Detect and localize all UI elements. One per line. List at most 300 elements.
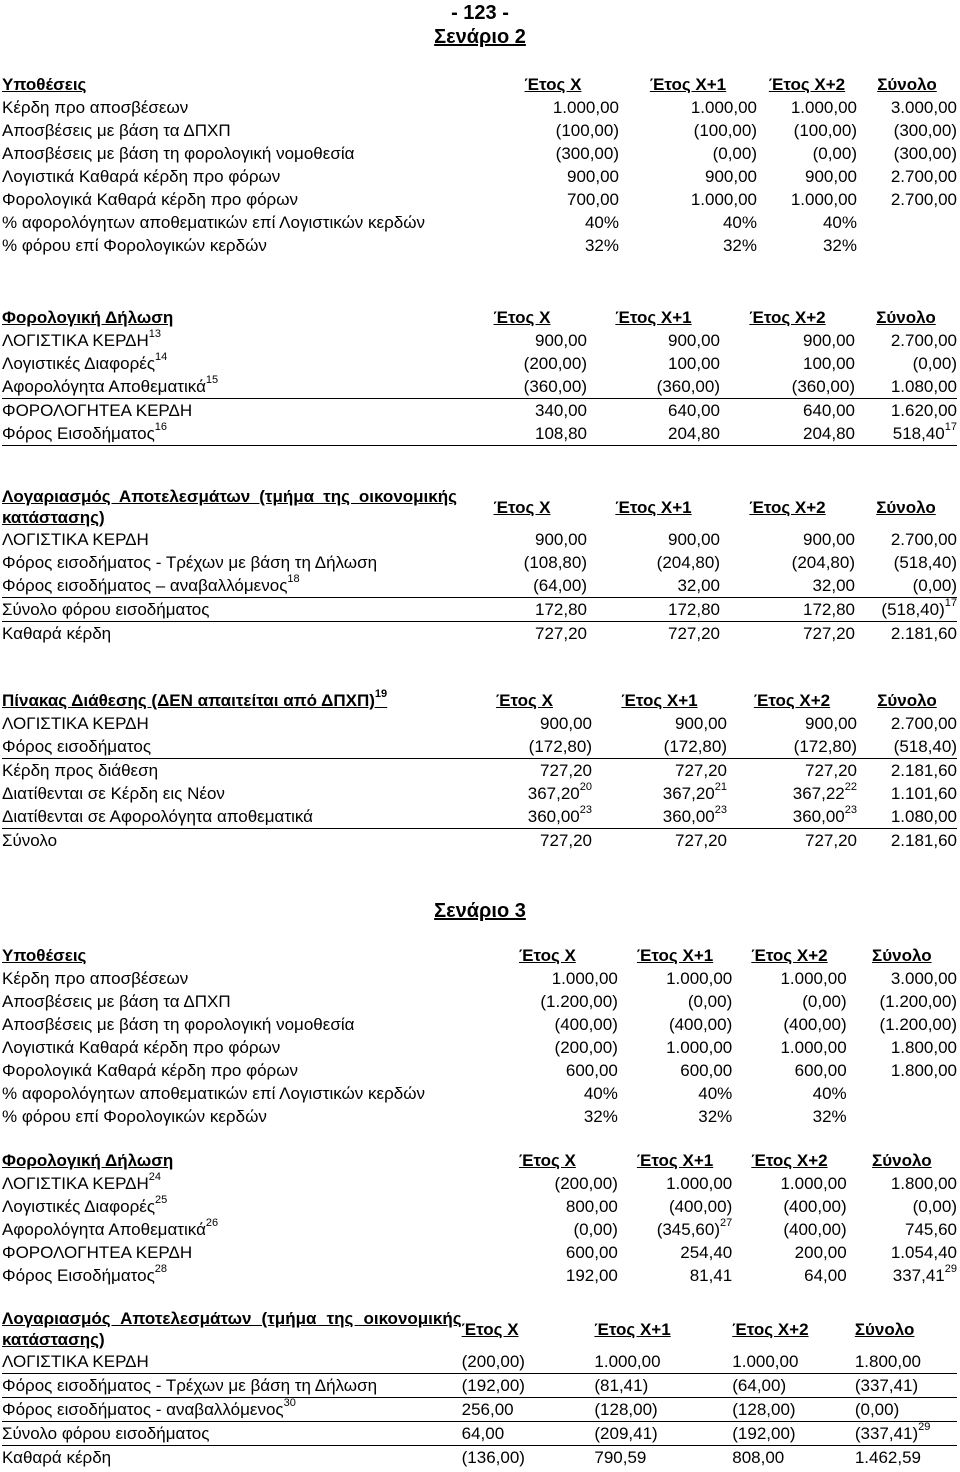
table-row	[2, 165, 957, 188]
cell: (300,00)	[893, 144, 957, 163]
cell: (400,00)	[668, 1197, 733, 1216]
table-row	[2, 119, 957, 142]
footnote-ref: 19	[374, 688, 388, 701]
table-row	[2, 967, 957, 990]
cell: 600,00	[680, 1061, 733, 1080]
cell: (209,41)	[594, 1422, 732, 1446]
row-label: Κέρδη προ αποσβέσεων	[2, 969, 189, 988]
cell: 1.000,00	[790, 190, 857, 209]
table-row	[2, 759, 957, 783]
cell: 360,00	[662, 807, 715, 826]
table-row	[2, 1374, 957, 1398]
cell: 2.181,60	[890, 761, 957, 780]
cell: (360,00)	[587, 375, 720, 399]
cell: 900,00	[803, 331, 855, 350]
table-row	[2, 234, 957, 257]
footnote-ref: 14	[155, 351, 168, 364]
cell: (128,00)	[594, 1398, 732, 1422]
cell: 640,00	[803, 401, 855, 420]
cell: 727,20	[805, 761, 857, 780]
table-row	[2, 1218, 957, 1241]
cell: (100,00)	[555, 121, 619, 140]
footnote-ref: 13	[148, 328, 162, 341]
header-total: Σύνολο	[876, 497, 936, 517]
cell: 32,00	[587, 574, 720, 598]
cell: 2.181,60	[890, 624, 957, 643]
cell: 900,00	[540, 714, 592, 733]
row-label: ΛΟΓΙΣΤΙΚΑ ΚΕΡΔΗ	[2, 714, 149, 733]
row-label: Αφορολόγητα Αποθεματικά	[2, 377, 206, 396]
cell: 727,20	[803, 624, 855, 643]
footnote-ref: 26	[205, 1217, 219, 1230]
header-year-x2: Έτος Χ+2	[768, 75, 846, 94]
cell: 360,00	[527, 807, 580, 826]
cell: (0,00)	[687, 992, 733, 1011]
cell: 3.000,00	[890, 969, 957, 988]
cell: 172,80	[587, 598, 720, 622]
row-label: % αφορολόγητων αποθεματικών επί Λογιστικών κερδών	[2, 1084, 425, 1103]
header-year-x1: Έτος Χ+1	[636, 946, 714, 965]
cell: 200,00	[794, 1243, 847, 1262]
table-header-row	[2, 1149, 957, 1172]
cell: 360,00	[792, 807, 845, 826]
s2-distribution-table	[2, 689, 957, 852]
cell	[847, 1105, 957, 1128]
header-total: Σύνολο	[872, 1151, 932, 1170]
table-row	[2, 329, 957, 352]
cell: 1.000,00	[666, 1038, 733, 1057]
cell: (0,00)	[912, 1197, 957, 1216]
table-row	[2, 574, 957, 598]
table-row	[2, 829, 957, 853]
footnote-ref: 23	[844, 804, 857, 817]
cell: 900,00	[535, 331, 587, 350]
cell: (360,00)	[457, 375, 587, 399]
cell: 1.054,40	[890, 1243, 957, 1262]
table-row	[2, 1264, 957, 1287]
cell: (337,41)	[854, 1424, 919, 1443]
cell: 2.700,00	[890, 190, 957, 209]
table-header-row	[2, 689, 957, 712]
table-row	[2, 1422, 957, 1446]
cell: (172,80)	[528, 737, 592, 756]
table-row	[2, 1036, 957, 1059]
cell: 1.800,00	[890, 1061, 957, 1080]
cell: (200,00)	[523, 354, 587, 373]
row-label: Φόρος Εισοδήματος	[2, 1266, 155, 1285]
footnote-ref: 18	[287, 573, 300, 586]
row-label: Φόρος εισοδήματος - Τρέχων με βάση τη Δήλωση	[2, 1376, 378, 1395]
cell: (204,80)	[791, 553, 855, 572]
cell: (192,00)	[462, 1374, 595, 1398]
cell: 1.000,00	[732, 1350, 855, 1374]
s3-hypotheses-table	[2, 944, 957, 1128]
cell: (136,00)	[461, 1448, 525, 1467]
header-year-x2: Έτος Χ+2	[749, 308, 826, 327]
row-label: ΛΟΓΙΣΤΙΚΑ ΚΕΡΔΗ	[2, 1352, 149, 1371]
cell: 367,20	[527, 784, 580, 803]
row-label: Φόρος Εισοδήματος	[2, 424, 155, 443]
table-row	[2, 422, 957, 446]
cell: 900,00	[803, 530, 855, 549]
row-label: Φορολογικά Καθαρά κέρδη προ φόρων	[2, 190, 298, 209]
header-total: Σύνολο	[877, 691, 937, 710]
cell: 2.700,00	[890, 714, 957, 733]
table-row	[2, 528, 957, 551]
s2-tax-return-table	[2, 306, 957, 446]
s2-income-statement-table	[2, 486, 957, 645]
header-year-x: Έτος Χ	[493, 497, 551, 517]
cell: 900,00	[805, 167, 857, 186]
header-label: Φορολογική Δήλωση	[2, 308, 174, 327]
table-row	[2, 211, 957, 234]
table-row	[2, 1105, 957, 1128]
footnote-ref: 16	[154, 421, 168, 434]
footnote-ref: 27	[720, 1217, 733, 1230]
cell: 900,00	[668, 331, 720, 350]
cell: 1.101,60	[890, 784, 957, 803]
row-label: Φόρος εισοδήματος - Τρέχων με βάση τη Δήλωση	[2, 553, 378, 572]
cell: (518,40)	[857, 735, 957, 759]
footnote-ref: 28	[154, 1263, 168, 1276]
scenario-2-title: Σενάριο 2	[434, 26, 526, 48]
cell: 800,00	[565, 1197, 618, 1216]
cell: 32%	[583, 1107, 618, 1126]
cell: (518,40)	[881, 600, 945, 619]
cell: 900,00	[675, 714, 727, 733]
header-label: Λογαριασμός Αποτελεσμάτων (τμήμα της οικονομικής κατάστασης)	[2, 487, 457, 527]
cell: (204,80)	[656, 553, 720, 572]
table-row	[2, 1082, 957, 1105]
cell: (128,00)	[732, 1398, 855, 1422]
cell: (0,00)	[812, 144, 857, 163]
cell: (300,00)	[893, 121, 957, 140]
cell: 32%	[698, 1107, 733, 1126]
footnote-ref: 22	[844, 781, 857, 794]
row-label: ΛΟΓΙΣΤΙΚΑ ΚΕΡΔΗ	[2, 530, 149, 549]
cell: 40%	[583, 1084, 618, 1103]
header-total: Σύνολο	[854, 1319, 915, 1339]
row-label: Σύνολο	[2, 831, 58, 850]
header-label: Πίνακας Διάθεσης (ΔΕΝ απαιτείται από ΔΠΧΠ)	[2, 691, 375, 710]
page-number: - 123 -	[451, 2, 509, 24]
row-label: Λογιστικές Διαφορές	[2, 1197, 156, 1216]
row-label: Αποσβέσεις με βάση τα ΔΠΧΠ	[2, 121, 231, 140]
footnote-ref: 29	[918, 1421, 931, 1434]
row-label: Φόρος εισοδήματος – αναβαλλόμενος	[2, 576, 288, 595]
footnote-ref: 23	[579, 804, 592, 817]
table-row	[2, 375, 957, 399]
cell: 1.800,00	[890, 1038, 957, 1057]
header-year-x1: Έτος Χ+1	[621, 691, 698, 710]
footnote-ref: 20	[579, 781, 592, 794]
cell: 100,00	[803, 354, 855, 373]
row-label: Λογιστικά Καθαρά κέρδη προ φόρων	[2, 1038, 281, 1057]
cell: (100,00)	[793, 121, 857, 140]
table-row	[2, 1398, 957, 1422]
cell: (100,00)	[693, 121, 757, 140]
header-year-x1: Έτος Χ+1	[615, 308, 692, 327]
table-row	[2, 1350, 957, 1374]
table-header-row	[2, 1308, 957, 1350]
row-label: Λογιστικά Καθαρά κέρδη προ φόρων	[2, 167, 281, 186]
cell: (64,00)	[732, 1374, 855, 1398]
cell: 1.000,00	[780, 1038, 847, 1057]
table-row	[2, 1172, 957, 1195]
footnote-ref: 29	[944, 1263, 957, 1276]
table-row	[2, 805, 957, 829]
cell: (1.200,00)	[879, 992, 957, 1011]
header-year-x: Έτος Χ	[496, 691, 553, 710]
cell: 1.000,00	[666, 969, 733, 988]
cell: 900,00	[535, 530, 587, 549]
cell: 727,20	[675, 761, 727, 780]
table-row	[2, 735, 957, 759]
cell: 256,00	[462, 1398, 595, 1422]
cell: 1.800,00	[890, 1174, 957, 1193]
row-label: Λογιστικές Διαφορές	[2, 354, 156, 373]
cell	[857, 234, 957, 257]
cell: 64,00	[462, 1422, 595, 1446]
cell: 640,00	[668, 401, 720, 420]
header-year-x: Έτος Χ	[518, 1151, 576, 1170]
header-year-x2: Έτος Χ+2	[751, 1151, 828, 1170]
cell: (345,60)	[656, 1220, 721, 1239]
row-label: Αποσβέσεις με βάση τα ΔΠΧΠ	[2, 992, 231, 1011]
cell: (400,00)	[783, 1015, 847, 1034]
cell: (0,00)	[854, 1400, 900, 1419]
cell: 727,20	[675, 831, 727, 850]
cell: (200,00)	[462, 1350, 595, 1374]
row-label: Αποσβέσεις με βάση τη φορολογική νομοθεσία	[2, 144, 355, 163]
cell: (172,80)	[663, 737, 727, 756]
cell: 40%	[584, 213, 619, 232]
cell: 2.700,00	[890, 530, 957, 549]
row-label: Φόρος εισοδήματος	[2, 735, 457, 759]
footnote-ref: 24	[148, 1171, 162, 1184]
cell: (0,00)	[802, 992, 847, 1011]
header-label: Λογαριασμός Αποτελεσμάτων (τμήμα της οικονομικής κατάστασης)	[2, 1309, 462, 1349]
cell: 100,00	[668, 354, 720, 373]
table-row	[2, 1241, 957, 1264]
row-label: Φόρος εισοδήματος - αναβαλλόμενος	[2, 1400, 284, 1419]
cell: (192,00)	[732, 1422, 855, 1446]
cell: 172,80	[457, 598, 587, 622]
row-label: Φορολογικά Καθαρά κέρδη προ φόρων	[2, 1061, 298, 1080]
cell: 1.000,00	[790, 98, 857, 117]
cell: 3.000,00	[890, 98, 957, 117]
cell: (400,00)	[783, 1220, 847, 1239]
header-year-x1: Έτος Χ+1	[615, 497, 692, 517]
header-year-x2: Έτος Χ+2	[751, 946, 828, 965]
row-label: Σύνολο φόρου εισοδήματος	[2, 1424, 210, 1443]
table-row	[2, 1446, 957, 1470]
cell: 600,00	[794, 1061, 847, 1080]
table-row	[2, 96, 957, 119]
header-year-x1: Έτος Χ+1	[594, 1319, 671, 1339]
cell: 1.000,00	[594, 1350, 732, 1374]
cell: 1.000,00	[690, 190, 757, 209]
row-label: Διατίθενται σε Αφορολόγητα αποθεματικά	[2, 805, 457, 829]
cell: 254,40	[680, 1243, 733, 1262]
header-total: Σύνολο	[872, 946, 932, 965]
row-label: % φόρου επί Φορολογικών κερδών	[2, 236, 267, 255]
cell: 32%	[722, 236, 757, 255]
header-total: Σύνολο	[876, 308, 936, 327]
cell: (360,00)	[720, 375, 855, 399]
cell: 1.462,59	[854, 1448, 922, 1467]
table-header-row	[2, 73, 957, 96]
cell: 745,60	[905, 1220, 957, 1239]
cell: (400,00)	[668, 1015, 733, 1034]
table-row	[2, 990, 957, 1013]
row-label: % αφορολόγητων αποθεματικών επί Λογιστικών κερδών	[2, 213, 425, 232]
cell: 172,80	[720, 598, 855, 622]
table-row	[2, 399, 957, 423]
cell: 600,00	[565, 1243, 618, 1262]
cell: 1.000,00	[780, 969, 847, 988]
header-year-x: Έτος Χ	[461, 1319, 519, 1339]
cell: 727,20	[540, 761, 592, 780]
cell: (200,00)	[554, 1038, 618, 1057]
cell: 32,00	[720, 574, 855, 598]
table-row	[2, 712, 957, 735]
table-header-row	[2, 486, 957, 528]
cell: 40%	[822, 213, 857, 232]
cell: (0,00)	[712, 144, 757, 163]
cell: 340,00	[535, 401, 587, 420]
footnote-ref: 15	[205, 374, 219, 387]
cell: (200,00)	[554, 1174, 618, 1193]
cell: 2.181,60	[890, 831, 957, 850]
table-row	[2, 1195, 957, 1218]
cell: 40%	[698, 1084, 733, 1103]
header-year-x2: Έτος Χ+2	[732, 1319, 809, 1339]
row-label: Κέρδη προ αποσβέσεων	[2, 98, 189, 117]
row-label: Αποσβέσεις με βάση τη φορολογική νομοθεσία	[2, 1015, 355, 1034]
footnote-ref: 23	[714, 804, 727, 817]
cell: 1.800,00	[854, 1352, 922, 1371]
cell: 1.080,00	[890, 377, 957, 396]
cell: 727,20	[668, 624, 720, 643]
row-label: ΛΟΓΙΣΤΙΚΑ ΚΕΡΔΗ	[2, 331, 149, 350]
row-label: Καθαρά κέρδη	[2, 624, 112, 643]
table-row	[2, 782, 957, 805]
table-row	[2, 551, 957, 574]
footnote-ref: 17	[944, 421, 957, 434]
cell: 808,00	[732, 1448, 785, 1467]
scenario-3-title: Σενάριο 3	[434, 900, 526, 922]
header-year-x2: Έτος Χ+2	[753, 691, 831, 710]
cell: 700,00	[567, 190, 619, 209]
table-row	[2, 1059, 957, 1082]
s3-tax-return-table	[2, 1149, 957, 1287]
row-label: ΛΟΓΙΣΤΙΚΑ ΚΕΡΔΗ	[2, 1174, 149, 1193]
cell: 64,00	[804, 1266, 847, 1285]
footnote-ref: 21	[714, 781, 727, 794]
cell: (108,80)	[523, 553, 587, 572]
cell: 900,00	[567, 167, 619, 186]
cell: 600,00	[565, 1061, 618, 1080]
cell: 40%	[722, 213, 757, 232]
cell: 727,20	[805, 831, 857, 850]
cell: 900,00	[705, 167, 757, 186]
cell: 81,41	[689, 1266, 733, 1285]
cell: (172,80)	[793, 737, 857, 756]
cell: 1.620,00	[890, 401, 957, 420]
table-row	[2, 188, 957, 211]
cell: (400,00)	[554, 1015, 618, 1034]
cell: 900,00	[668, 530, 720, 549]
row-label: Σύνολο φόρου εισοδήματος	[2, 600, 210, 619]
row-label: ΦΟΡΟΛΟΓΗΤΕΑ ΚΕΡΔΗ	[2, 1243, 193, 1262]
cell: 32%	[812, 1107, 847, 1126]
header-label: Υποθέσεις	[2, 75, 87, 94]
row-label: Αφορολόγητα Αποθεματικά	[2, 1220, 206, 1239]
cell: 1.000,00	[551, 969, 618, 988]
table-row	[2, 622, 957, 646]
row-label: Κέρδη προς διάθεση	[2, 761, 159, 780]
cell: (81,41)	[594, 1374, 732, 1398]
cell: 40%	[812, 1084, 847, 1103]
header-label: Υποθέσεις	[2, 946, 87, 965]
cell: 32%	[584, 236, 619, 255]
cell: (0,00)	[573, 1220, 618, 1239]
cell: (300,00)	[555, 144, 619, 163]
cell: 1.000,00	[552, 98, 619, 117]
table-row	[2, 1013, 957, 1036]
cell: (0,00)	[912, 576, 957, 595]
cell: (1.200,00)	[879, 1015, 957, 1034]
cell: (64,00)	[457, 574, 587, 598]
cell: 108,80	[457, 422, 587, 446]
header-year-x1: Έτος Χ+1	[636, 1151, 714, 1170]
row-label: Διατίθενται σε Κέρδη εις Νέον	[2, 784, 225, 803]
header-year-x: Έτος Χ	[524, 75, 582, 94]
table-row	[2, 142, 957, 165]
cell: 367,20	[662, 784, 715, 803]
table-row	[2, 598, 957, 622]
cell: 790,59	[594, 1448, 647, 1467]
cell: 518,40	[892, 424, 945, 443]
cell: 2.700,00	[890, 331, 957, 350]
cell: (0,00)	[912, 354, 957, 373]
cell	[857, 211, 957, 234]
header-year-x: Έτος Χ	[518, 946, 576, 965]
cell: 2.700,00	[890, 167, 957, 186]
header-year-x2: Έτος Χ+2	[749, 497, 826, 517]
cell: 204,80	[587, 422, 720, 446]
cell: (1.200,00)	[540, 992, 618, 1011]
footnote-ref: 17	[944, 597, 957, 610]
row-label: % φόρου επί Φορολογικών κερδών	[2, 1107, 267, 1126]
cell: 900,00	[805, 714, 857, 733]
cell: (518,40)	[893, 553, 957, 572]
header-year-x: Έτος Χ	[493, 308, 551, 327]
header-year-x1: Έτος Χ+1	[649, 75, 727, 94]
row-label: Καθαρά κέρδη	[2, 1448, 112, 1467]
cell: 192,00	[565, 1266, 618, 1285]
row-label: ΦΟΡΟΛΟΓΗΤΕΑ ΚΕΡΔΗ	[2, 401, 193, 420]
table-header-row	[2, 944, 957, 967]
footnote-ref: 30	[283, 1397, 296, 1410]
cell: 32%	[822, 236, 857, 255]
cell: 1.000,00	[780, 1174, 847, 1193]
cell: 1.080,00	[857, 805, 957, 829]
cell: 727,20	[540, 831, 592, 850]
table-header-row	[2, 306, 957, 329]
cell: 337,41	[892, 1266, 945, 1285]
